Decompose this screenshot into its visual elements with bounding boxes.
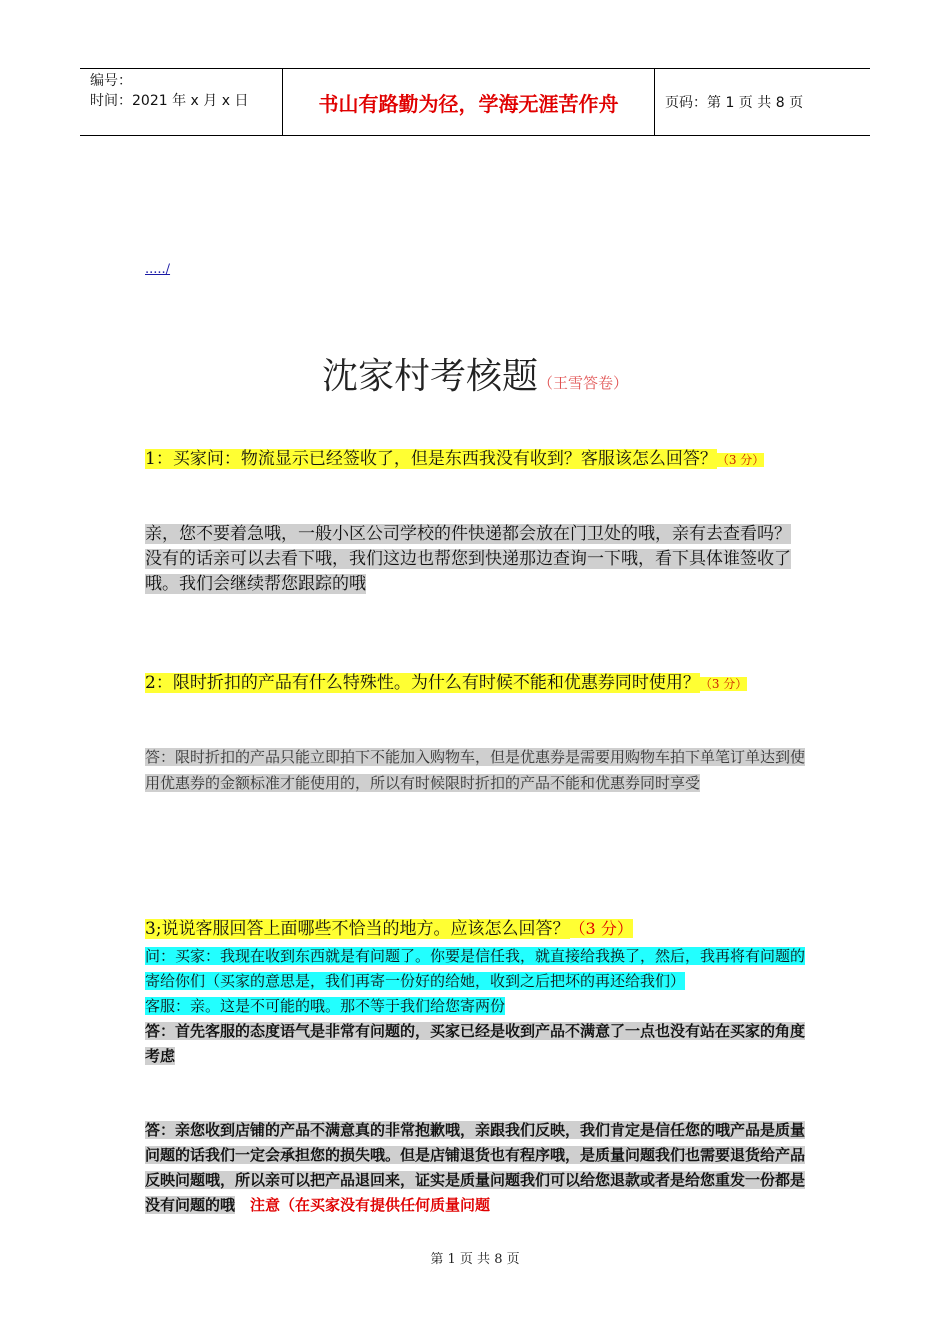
top-link[interactable]: ...../ [145, 262, 171, 277]
question-3-text: 3;说说客服回答上面哪些不恰当的地方。应该怎么回答？ [145, 919, 570, 939]
answer-3b [145, 1118, 807, 1218]
header-number-label: 编号： [90, 73, 132, 89]
answer-2 [145, 744, 807, 796]
title-main: 沈家村考核题 [321, 356, 538, 397]
question-1-text: 1：买家问：物流显示已经签收了，但是东西我没有收到？客服该怎么回答？ [145, 449, 717, 469]
header-page-info: 页码：第 1 页 共 8 页 [665, 95, 804, 111]
answer-3a: 答：首先客服的态度语气是非常有问题的，买家已经是收到产品不满意了一点也没有站在买家的角度考虑 [145, 1022, 806, 1065]
page-header-table [80, 68, 870, 136]
document-title [0, 348, 950, 399]
answer-1-text: 亲，您不要着急哦，一般小区公司学校的件快递都会放在门卫处的哦，亲有去查看吗？没有的话亲可以去看下哦，我们这边也帮您到快递那边查询一下哦，看下具体谁签收了哦。我们会继续帮您跟踪的哦 [145, 524, 791, 594]
question-3 [145, 918, 807, 940]
header-time-label: 时间：2021 年 x 月 x 日 [90, 93, 249, 109]
question-3-dialog [145, 944, 807, 1069]
question-2-text: 2：限时折扣的产品有什么特殊性。为什么有时候不能和优惠券同时使用？ [145, 673, 700, 693]
header-motto: 书山有路勤为径，学海无涯苦作舟 [283, 69, 655, 135]
question-1 [145, 448, 807, 471]
answer-1 [145, 522, 807, 597]
question-1-score: （3 分） [716, 453, 765, 467]
dialog-buyer: 问：买家：我现在收到东西就是有问题了。你要是信任我，就直接给我换了，然后，我再将有问题的寄给你们（买家的意思是，我们再寄一份好的给她，收到之后把坏的再还给我们） [145, 947, 806, 990]
answer-2-text: 答：限时折扣的产品只能立即拍下不能加入购物车，但是优惠券是需要用购物车拍下单笔订单达到使用优惠券的金额标准才能使用的，所以有时候限时折扣的产品不能和优惠券同时享受 [145, 748, 806, 792]
question-2 [145, 672, 807, 695]
note-text: 注意（在买家没有提供任何质量问题 [250, 1196, 491, 1214]
answer-3b-text: 答：亲您收到店铺的产品不满意真的非常抱歉哦，亲跟我们反映，我们肯定是信任您的哦产品是质量问题的话我们一定会承担您的损失哦。但是店铺退货也有程序哦，是质量问题我们也需要退货给产品反映问题哦，所以亲可以把产品退回来，证实是质量问题我们可以给您退款或者是给您重发一份都是没有问题的哦 [145, 1121, 806, 1214]
dialog-service: 客服：亲。这是不可能的哦。那不等于我们给您寄两份 [145, 997, 506, 1015]
header-meta [80, 69, 283, 135]
question-2-score: （3 分） [699, 677, 748, 691]
question-3-score: （3 分） [569, 919, 633, 938]
title-sub: （王雪答卷） [538, 374, 629, 392]
page-footer: 第 1 页 共 8 页 [430, 1252, 520, 1267]
